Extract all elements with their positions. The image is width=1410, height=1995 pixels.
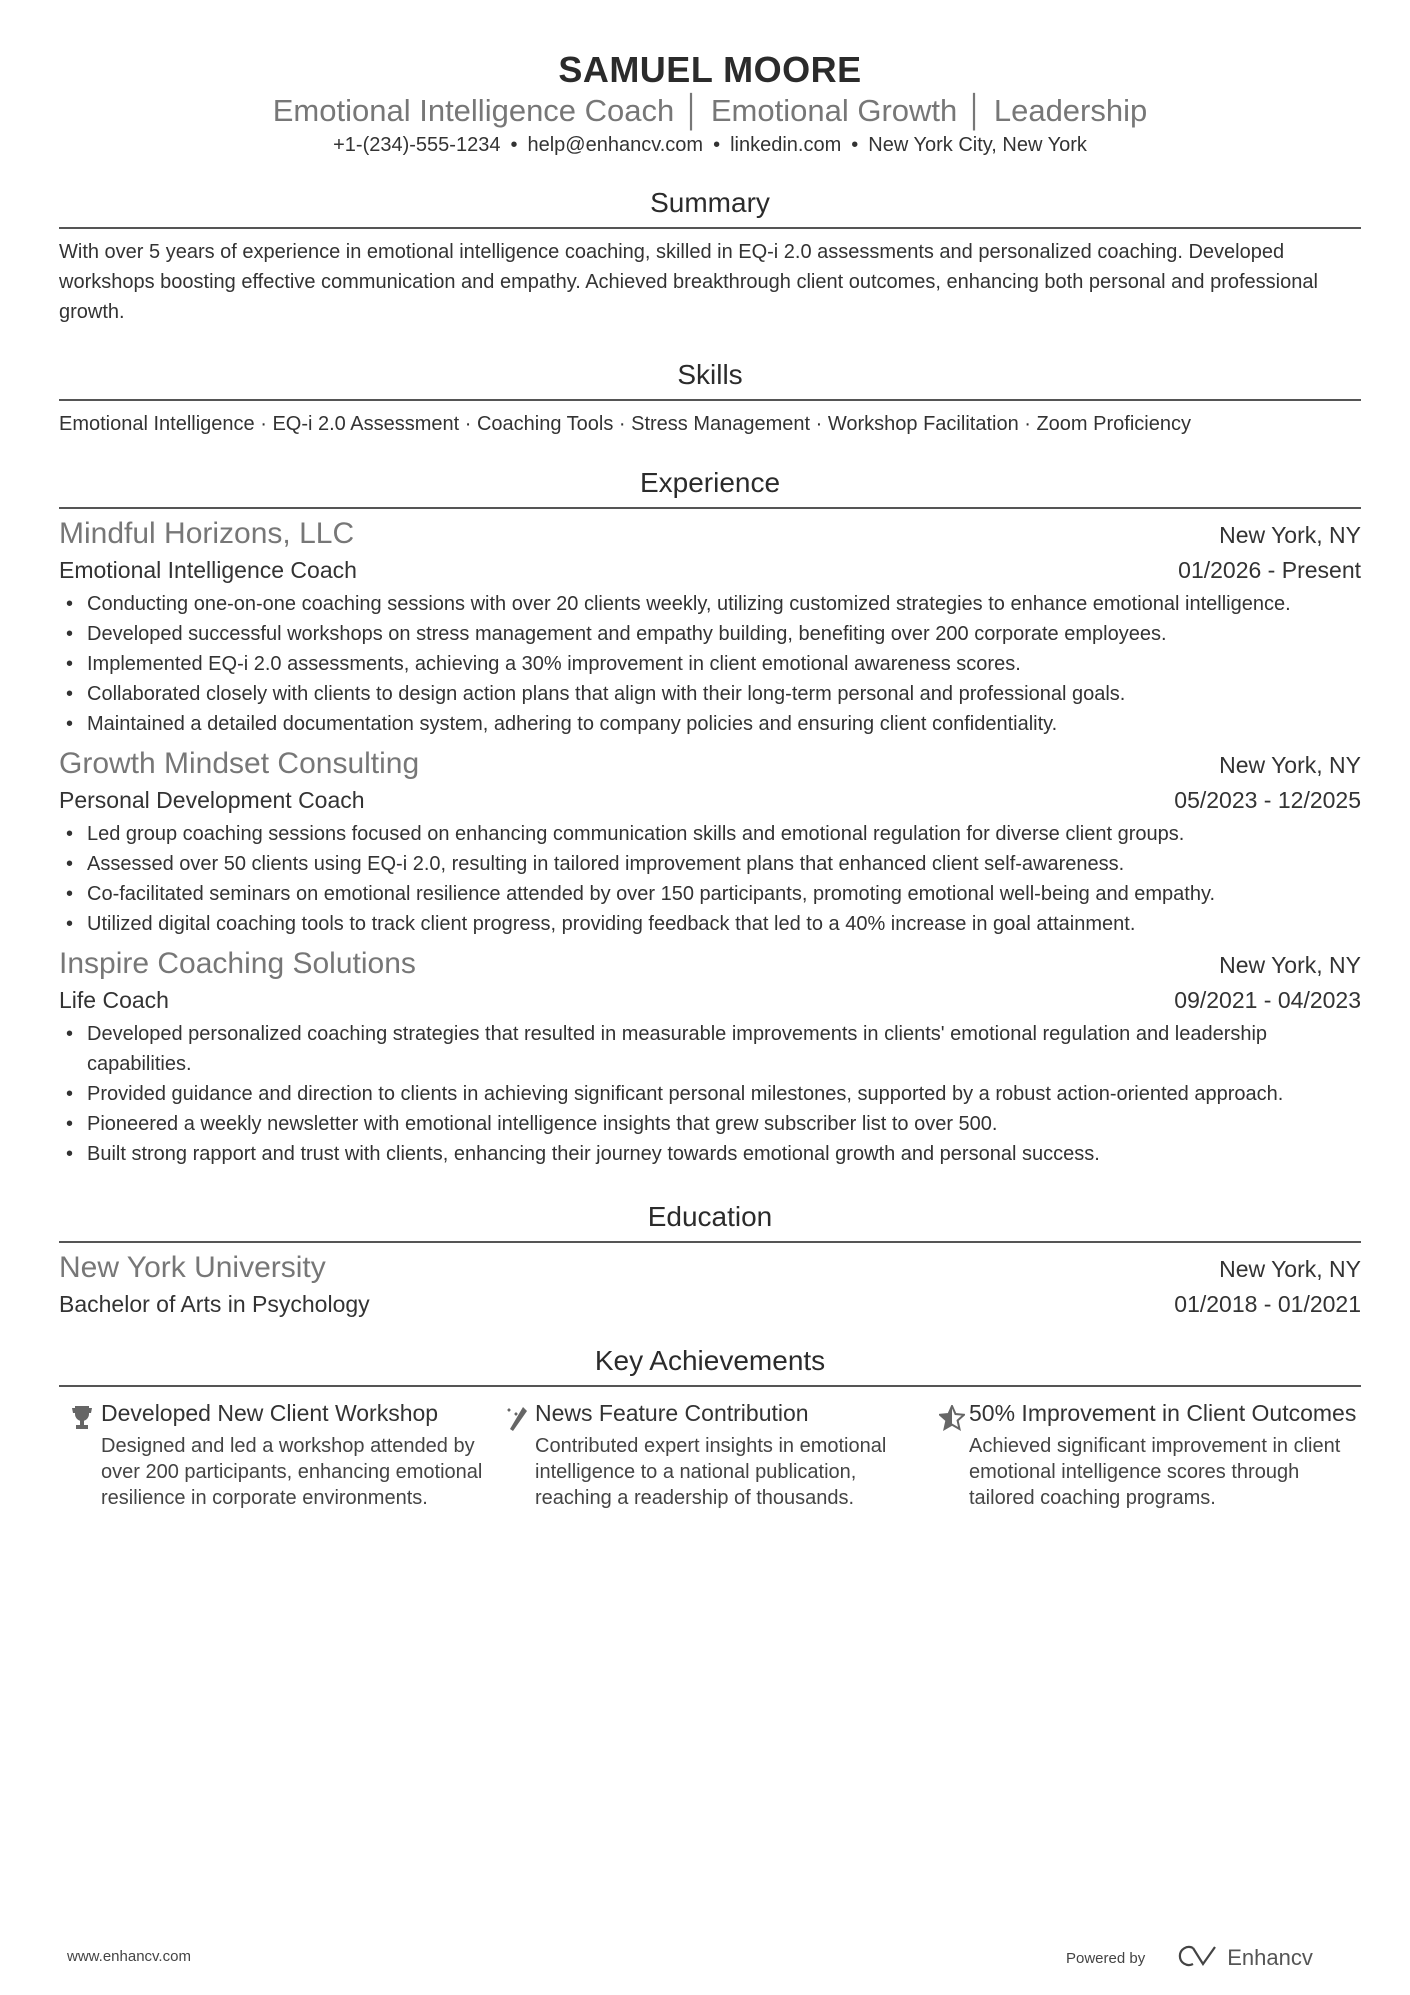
job-location: New York, NY — [1219, 752, 1361, 778]
achievement-item — [59, 1399, 493, 1511]
achievement-item — [493, 1399, 927, 1511]
bullet-item: • Co-facilitated seminars on emotional resilience attended by over 150 participants, promoting emotional well-being and empathy. — [59, 879, 1361, 909]
summary-text: With over 5 years of experience in emotional intelligence coaching, skilled in EQ-i 2.0 assessments and personalized coaching. Developed workshops boosting effective communication and empathy. Achieved breakthrough client outcomes, enhancing both personal and professional growth. — [59, 241, 1318, 323]
education-dates: 01/2018 - 01/2021 — [1174, 1291, 1361, 1317]
job-entry — [59, 515, 1361, 739]
achievements-heading: Key Achievements — [59, 1341, 1361, 1387]
job-dates: 09/2021 - 04/2023 — [1174, 987, 1361, 1013]
bullet-item: • Developed personalized coaching strategies that resulted in measurable improvements in clients' emotional regulation and leadership capabilities. — [59, 1019, 1361, 1079]
resume — [59, 0, 1361, 1511]
experience-heading: Experience — [59, 463, 1361, 509]
job-location: New York, NY — [1219, 522, 1361, 548]
job-bullets — [59, 589, 1361, 739]
achievement-item — [927, 1399, 1361, 1511]
education-entry — [59, 1249, 1361, 1321]
bullet-item: • Maintained a detailed documentation system, adhering to company policies and ensuring client confidentiality. — [59, 709, 1361, 739]
bullet-item: • Conducting one-on-one coaching sessions with over 20 clients weekly, utilizing customized strategies to enhance emotional intelligence. — [59, 589, 1361, 619]
headline: Emotional Intelligence Coach │ Emotional Growth │ Leadership — [272, 93, 1148, 128]
separator: • — [510, 134, 518, 156]
bullet-item: • Assessed over 50 clients using EQ-i 2.0, resulting in tailored improvement plans that enhanced client self-awareness. — [59, 849, 1361, 879]
achievement-title: 50% Improvement in Client Outcomes — [969, 1400, 1357, 1426]
trophy-icon — [59, 1399, 101, 1511]
degree: Bachelor of Arts in Psychology — [59, 1291, 370, 1317]
bullet-item: • Developed successful workshops on stress management and empathy building, benefiting over 200 corporate employees. — [59, 619, 1361, 649]
experience-list — [59, 515, 1361, 1169]
achievement-desc: Designed and led a workshop attended by over 200 participants, enhancing emotional resilience in corporate environments. — [101, 1435, 483, 1509]
skills-list: Emotional Intelligence · EQ-i 2.0 Assessment · Coaching Tools · Stress Management · Workshop Facilitation · Zoom Proficiency — [59, 413, 1191, 435]
job-title: Personal Development Coach — [59, 787, 365, 813]
bullet-item: • Collaborated closely with clients to design action plans that align with their long-term personal and professional goals. — [59, 679, 1361, 709]
school-location: New York, NY — [1219, 1256, 1361, 1282]
job-location: New York, NY — [1219, 952, 1361, 978]
powered-by — [1066, 1944, 1313, 1972]
job-dates: 01/2026 - Present — [1178, 557, 1361, 583]
job-title: Emotional Intelligence Coach — [59, 557, 357, 583]
skills-heading: Skills — [59, 355, 1361, 401]
achievement-title: News Feature Contribution — [535, 1400, 809, 1426]
enhancv-logo-text: Enhancv — [1227, 1945, 1313, 1970]
job-entry — [59, 745, 1361, 939]
education-heading: Education — [59, 1197, 1361, 1243]
job-bullets — [59, 819, 1361, 939]
school-name: New York University — [59, 1251, 326, 1284]
website-link[interactable]: www.enhancv.com — [67, 1948, 191, 1965]
linkedin-link[interactable]: linkedin.com — [730, 134, 842, 156]
job-dates: 05/2023 - 12/2025 — [1174, 787, 1361, 813]
separator: • — [851, 134, 859, 156]
bullet-item: • Pioneered a weekly newsletter with emotional intelligence insights that grew subscriber list to over 500. — [59, 1109, 1361, 1139]
location: New York City, New York — [868, 134, 1087, 156]
magic-wand-icon — [493, 1399, 535, 1511]
candidate-name: SAMUEL MOORE — [558, 49, 862, 90]
powered-by-label: Powered by — [1066, 1949, 1146, 1967]
company-name: Inspire Coaching Solutions — [59, 947, 416, 980]
summary-heading: Summary — [59, 183, 1361, 229]
job-bullets — [59, 1019, 1361, 1169]
job-entry — [59, 945, 1361, 1169]
achievement-title: Developed New Client Workshop — [101, 1400, 439, 1426]
achievement-desc: Contributed expert insights in emotional intelligence to a national publication, reaching a readership of thousands. — [535, 1435, 887, 1509]
bullet-item: • Built strong rapport and trust with clients, enhancing their journey towards emotional growth and personal success. — [59, 1139, 1361, 1169]
job-title: Life Coach — [59, 987, 169, 1013]
enhancv-logo-icon — [1173, 1944, 1219, 1972]
bullet-item: • Led group coaching sessions focused on enhancing communication skills and emotional regulation for diverse client groups. — [59, 819, 1361, 849]
achievement-desc: Achieved significant improvement in client emotional intelligence scores through tailored coaching programs. — [969, 1435, 1341, 1509]
separator: • — [713, 134, 721, 156]
bullet-item: • Implemented EQ-i 2.0 assessments, achieving a 30% improvement in client emotional awareness scores. — [59, 649, 1361, 679]
phone: +1-(234)-555-1234 — [333, 134, 501, 156]
bullet-item: • Provided guidance and direction to clients in achieving significant personal milestones, supported by a robust action-oriented approach. — [59, 1079, 1361, 1109]
bullet-item: • Utilized digital coaching tools to track client progress, providing feedback that led to a 40% increase in goal attainment. — [59, 909, 1361, 939]
star-icon — [927, 1399, 969, 1511]
achievements-list — [59, 1399, 1361, 1511]
company-name: Growth Mindset Consulting — [59, 747, 420, 780]
contact-info — [59, 132, 1361, 158]
email-link[interactable]: help@enhancv.com — [527, 134, 704, 156]
company-name: Mindful Horizons, LLC — [59, 517, 355, 550]
